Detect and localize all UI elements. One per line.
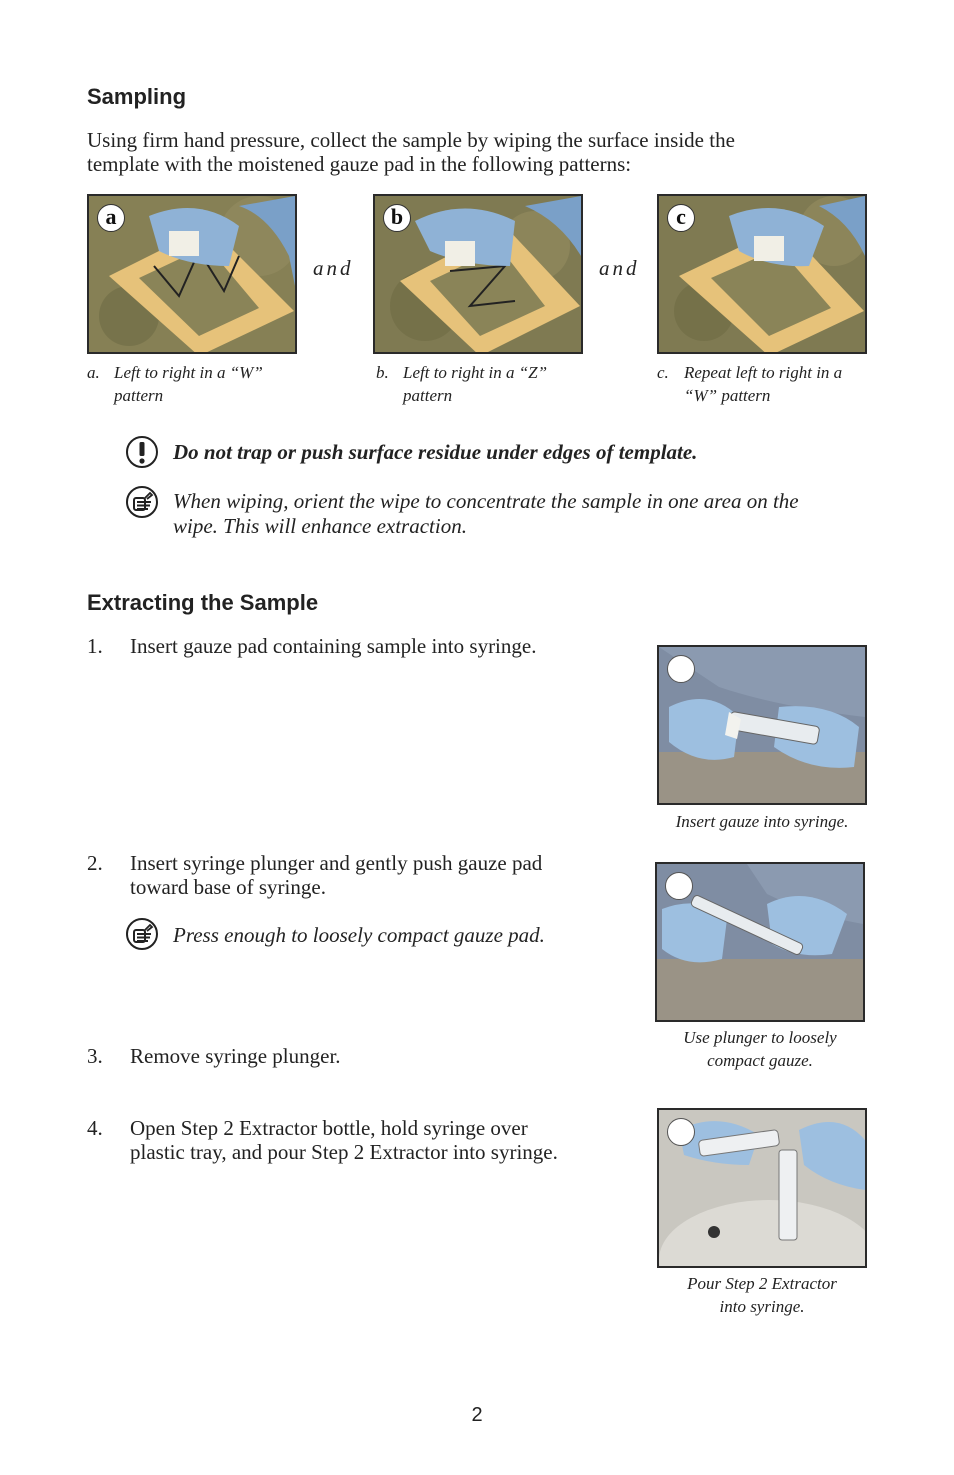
connector-and-1: and: [313, 256, 354, 280]
step-photo-caption-2: [655, 1026, 865, 1072]
step-2-text-line2: toward base of syringe.: [130, 875, 326, 899]
panel-caption-a: [87, 361, 307, 407]
step-4-text: [130, 1116, 630, 1164]
step-1-number: 1.: [87, 634, 103, 658]
step-photo-caption-3-line1: Pour Step 2 Extractor: [687, 1274, 837, 1293]
step-photo-caption-2-line2: compact gauze.: [707, 1051, 813, 1070]
sampling-tip-line2: wipe. This will enhance extraction.: [173, 514, 467, 538]
panel-caption-b-line1: Left to right in a “Z”: [403, 363, 548, 382]
step-photo-badge-1: [667, 655, 695, 683]
panel-badge-a: a: [97, 204, 125, 232]
step-2-text: [130, 851, 630, 899]
step-2-number: 2.: [87, 851, 103, 875]
panel-caption-a-letter: a.: [87, 363, 100, 382]
step-photo-insert-gauze: [657, 645, 867, 805]
pattern-photo-a: [87, 194, 297, 354]
panel-caption-c: [657, 361, 887, 407]
panel-caption-c-letter: c.: [657, 363, 669, 382]
panel-caption-c-line1: Repeat left to right in a: [684, 363, 843, 382]
panel-badge-c: c: [667, 204, 695, 232]
panel-caption-a-line2: pattern: [114, 386, 164, 405]
panel-caption-b-letter: b.: [376, 363, 389, 382]
connector-and-2: and: [599, 256, 640, 280]
hand-note-icon: [126, 918, 158, 955]
sampling-tip: [173, 489, 873, 539]
extracting-heading: Extracting the Sample: [87, 590, 319, 615]
page-number: 2: [471, 1404, 483, 1426]
step-3-text: Remove syringe plunger.: [130, 1044, 341, 1068]
step-photo-caption-3: [657, 1272, 867, 1318]
sampling-intro: [87, 128, 887, 176]
step-1-text: Insert gauze pad containing sample into syringe.: [130, 634, 537, 658]
step-photo-caption-2-line1: Use plunger to loosely: [683, 1028, 837, 1047]
step-photo-pour-extractor: [657, 1108, 867, 1268]
pattern-photo-c: [657, 194, 867, 354]
step-2-text-line1: Insert syringe plunger and gently push gauze pad: [130, 851, 543, 875]
panel-badge-b: b: [383, 204, 411, 232]
panel-caption-b-line2: pattern: [403, 386, 453, 405]
step-4-number: 4.: [87, 1116, 103, 1140]
step-4-text-line1: Open Step 2 Extractor bottle, hold syringe over: [130, 1116, 528, 1140]
warning-text: Do not trap or push surface residue under edges of template.: [173, 440, 698, 464]
pattern-photo-b: [373, 194, 583, 354]
step-photo-badge-2: [665, 872, 693, 900]
step-4-text-line2: plastic tray, and pour Step 2 Extractor into syringe.: [130, 1140, 558, 1164]
sampling-tip-line1: When wiping, orient the wipe to concentrate the sample in one area on the: [173, 489, 799, 513]
step-photo-plunger: [655, 862, 865, 1022]
step-photo-caption-3-line2: into syringe.: [719, 1297, 805, 1316]
step-3-number: 3.: [87, 1044, 103, 1068]
sampling-intro-line1: Using firm hand pressure, collect the sample by wiping the surface inside the: [87, 128, 735, 152]
step-photo-caption-1-line1: Insert gauze into syringe.: [675, 812, 849, 831]
panel-caption-a-line1: Left to right in a “W”: [114, 363, 263, 382]
sampling-heading: Sampling: [87, 84, 187, 109]
sampling-intro-line2: template with the moistened gauze pad in the following patterns:: [87, 152, 632, 176]
step-photo-caption-1: [657, 810, 867, 833]
warning-exclamation-icon: [126, 436, 158, 473]
step-2-tip: Press enough to loosely compact gauze pad.: [173, 923, 545, 947]
panel-caption-c-line2: “W” pattern: [684, 386, 771, 405]
panel-caption-b: [376, 361, 596, 407]
step-photo-badge-3: [667, 1118, 695, 1146]
hand-note-icon: [126, 486, 158, 523]
